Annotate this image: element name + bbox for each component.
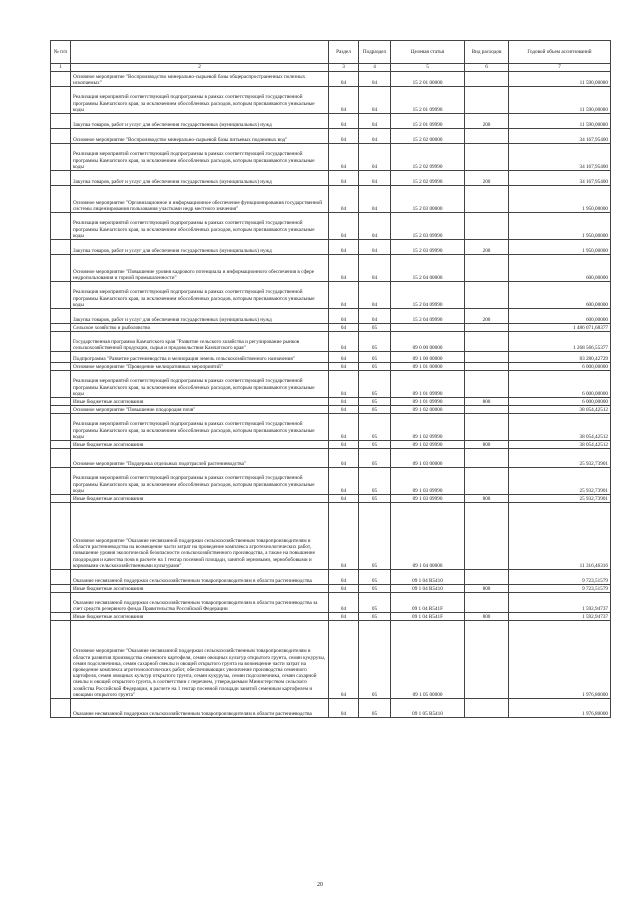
- row-tselevaya-statya-cell: 15 2 03 09990: [391, 213, 465, 240]
- row-number-cell: [51, 213, 71, 240]
- table-body: [51, 72, 611, 718]
- row-razdel-cell: 04: [329, 593, 359, 613]
- row-summa-cell: 11 590,00000: [509, 72, 611, 87]
- row-summa-cell: 38 054,42512: [509, 406, 611, 414]
- row-name-cell: Реализация мероприятий соответствующей подпрограммы в рамках соответствующей государственной программы Камчатского края, за исключением обособленных расходов, которым присваиваются уникальные коды: [71, 213, 329, 240]
- row-tselevaya-statya-cell: 09 1 00 00000: [391, 352, 465, 363]
- table-row: [51, 309, 611, 324]
- column-number: 6: [465, 64, 509, 72]
- table-row: [51, 186, 611, 213]
- header-tselevaya-statya: Целевая статья: [391, 41, 465, 64]
- row-name-cell: Иные бюджетные ассигнования: [71, 495, 329, 503]
- row-number-cell: [51, 414, 71, 441]
- table-row: [51, 72, 611, 87]
- row-name-cell: Оказание несвязанной поддержки сельскохозяйственным товаропроизводителям в области растениеводства: [71, 699, 329, 718]
- table-row: [51, 570, 611, 585]
- row-vid-raskhodov-cell: [465, 363, 509, 371]
- row-summa-cell: 600,00000: [509, 309, 611, 324]
- row-razdel-cell: 04: [329, 282, 359, 309]
- row-tselevaya-statya-cell: 09 1 05 00000: [391, 621, 465, 699]
- row-razdel-cell: 04: [329, 699, 359, 718]
- row-razdel-cell: 04: [329, 406, 359, 414]
- row-razdel-cell: 04: [329, 114, 359, 129]
- row-tselevaya-statya-cell: 09 1 01 00000: [391, 363, 465, 371]
- row-summa-cell: 600,00000: [509, 282, 611, 309]
- row-number-cell: [51, 441, 71, 449]
- row-vid-raskhodov-cell: [465, 72, 509, 87]
- row-tselevaya-statya-cell: 15 2 01 09990: [391, 114, 465, 129]
- row-razdel-cell: 04: [329, 72, 359, 87]
- row-podrazdel-cell: 05: [359, 585, 391, 593]
- row-podrazdel-cell: 04: [359, 282, 391, 309]
- row-number-cell: [51, 613, 71, 621]
- row-number-cell: [51, 87, 71, 114]
- row-name-cell: Иные бюджетные ассигнования: [71, 613, 329, 621]
- row-name-cell: Основное мероприятие "Поддержка отдельных подотраслей растениеводства": [71, 449, 329, 468]
- table-row: [51, 213, 611, 240]
- table-row: [51, 371, 611, 398]
- row-summa-cell: 1 950,00000: [509, 213, 611, 240]
- row-name-cell: Государственная программа Камчатского края "Развитие сельского хозяйства и регулирование рынков сельскохозяйственной продукции, сырья и продовольствия Камчатского края": [71, 332, 329, 352]
- table-row: [51, 503, 611, 570]
- row-summa-cell: 9 723,51579: [509, 570, 611, 585]
- row-name-cell: Закупка товаров, работ и услуг для обеспечения государственных (муниципальных) нужд: [71, 171, 329, 186]
- row-number-cell: [51, 699, 71, 718]
- row-podrazdel-cell: 05: [359, 406, 391, 414]
- table-row: [51, 593, 611, 613]
- row-podrazdel-cell: 04: [359, 87, 391, 114]
- row-vid-raskhodov-cell: [465, 699, 509, 718]
- row-name-cell: Основное мероприятие "Проведение мелиоративных мероприятий": [71, 363, 329, 371]
- row-name-cell: Сельское хозяйство и рыболовство: [71, 324, 329, 332]
- header-name: [71, 41, 329, 64]
- row-summa-cell: 38 054,42512: [509, 414, 611, 441]
- row-number-cell: [51, 309, 71, 324]
- row-name-cell: Реализация мероприятий соответствующей подпрограммы в рамках соответствующей государственной программы Камчатского края, за исключением обособленных расходов, которым присваиваются уникальные коды: [71, 414, 329, 441]
- row-number-cell: [51, 129, 71, 144]
- row-vid-raskhodov-cell: [465, 468, 509, 495]
- row-razdel-cell: 04: [329, 171, 359, 186]
- row-podrazdel-cell: 04: [359, 255, 391, 282]
- table-row: [51, 332, 611, 352]
- row-vid-raskhodov-cell: [465, 371, 509, 398]
- row-podrazdel-cell: 04: [359, 72, 391, 87]
- row-vid-raskhodov-cell: [465, 87, 509, 114]
- row-podrazdel-cell: 05: [359, 363, 391, 371]
- header-podrazdel: Подраздел: [359, 41, 391, 64]
- row-name-cell: Реализация мероприятий соответствующей подпрограммы в рамках соответствующей государственной программы Камчатского края, за исключением обособленных расходов, которым присваиваются уникальные коды: [71, 371, 329, 398]
- row-summa-cell: 25 932,73901: [509, 495, 611, 503]
- row-vid-raskhodov-cell: [465, 144, 509, 171]
- row-tselevaya-statya-cell: 15 2 04 09990: [391, 309, 465, 324]
- row-tselevaya-statya-cell: 09 1 01 09990: [391, 398, 465, 406]
- row-tselevaya-statya-cell: 09 1 03 00000: [391, 449, 465, 468]
- table-row: [51, 414, 611, 441]
- row-podrazdel-cell: 05: [359, 468, 391, 495]
- row-tselevaya-statya-cell: 15 2 03 00000: [391, 186, 465, 213]
- row-summa-cell: 83 280,42729: [509, 352, 611, 363]
- table-row: [51, 352, 611, 363]
- row-summa-cell: 25 932,73901: [509, 468, 611, 495]
- row-razdel-cell: 04: [329, 309, 359, 324]
- column-number-row: [51, 64, 611, 72]
- row-tselevaya-statya-cell: 15 2 04 00000: [391, 255, 465, 282]
- row-name-cell: Основное мероприятие "Оказание несвязанной поддержки сельскохозяйственным товаропроизводителям в области развития производства семенного картофеля, семян овощных культур открытого грунта, семян кукурузы, семян подсолнечника, семян сахарной свеклы и овощей открытого грунта на возмещение части затрат на проведение комплекса агротехнологических работ, обеспечивающих увеличение производства семенного картофеля, семян овощных культур открытого грунта, семян кукурузы, семян подсолнечника, семян сахарной свеклы и овощей открытого грунта, в соответствии с перечнем, утверждаемым Министерством сельского хозяйства Российской Федерации, в расчете на 1 гектар посевной площади занятой семенным картофелем и овощами открытого грунта": [71, 621, 329, 699]
- header-razdel: Раздел: [329, 41, 359, 64]
- row-tselevaya-statya-cell: [391, 324, 465, 332]
- row-summa-cell: 6 000,00000: [509, 398, 611, 406]
- row-vid-raskhodov-cell: [465, 129, 509, 144]
- row-number-cell: [51, 621, 71, 699]
- row-name-cell: Подпрограмма "Развитие растениеводства и мелиорация земель сельскохозяйственного назначения": [71, 352, 329, 363]
- row-tselevaya-statya-cell: 09 1 02 00000: [391, 406, 465, 414]
- row-summa-cell: 11 316,46316: [509, 503, 611, 570]
- table-row: [51, 144, 611, 171]
- row-name-cell: Основное мероприятие "Воспроизводство минерально-сырьевой базы питьевых подземных вод": [71, 129, 329, 144]
- row-tselevaya-statya-cell: 15 2 03 09990: [391, 240, 465, 255]
- table-row: [51, 114, 611, 129]
- table-row: [51, 87, 611, 114]
- row-tselevaya-statya-cell: 09 1 04 R541F: [391, 593, 465, 613]
- row-podrazdel-cell: 05: [359, 352, 391, 363]
- row-podrazdel-cell: 05: [359, 414, 391, 441]
- row-name-cell: Основное мероприятие "Воспроизводство минерально-сырьевой базы общераспространенных полезных ископаемых": [71, 72, 329, 87]
- row-name-cell: Оказание несвязанной поддержки сельскохозяйственным товаропроизводителям в области растениеводства за счет средств резервного фонда Правительства Российской Федерации: [71, 593, 329, 613]
- row-vid-raskhodov-cell: [465, 621, 509, 699]
- row-number-cell: [51, 324, 71, 332]
- row-name-cell: Основное мероприятие "Организационное и информационное обеспечение функционирования государственной системы лицензирования пользования участками недр местного значения": [71, 186, 329, 213]
- row-podrazdel-cell: 05: [359, 324, 391, 332]
- table-row: [51, 129, 611, 144]
- row-number-cell: [51, 371, 71, 398]
- column-number: 4: [359, 64, 391, 72]
- row-tselevaya-statya-cell: 15 2 01 09990: [391, 87, 465, 114]
- row-tselevaya-statya-cell: 15 2 04 09990: [391, 282, 465, 309]
- row-podrazdel-cell: 05: [359, 699, 391, 718]
- row-name-cell: Реализация мероприятий соответствующей подпрограммы в рамках соответствующей государственной программы Камчатского края, за исключением обособленных расходов, которым присваиваются уникальные коды: [71, 144, 329, 171]
- row-summa-cell: 11 590,00000: [509, 87, 611, 114]
- header-vid-raskhodov: Вид расходов: [465, 41, 509, 64]
- row-razdel-cell: 04: [329, 570, 359, 585]
- row-razdel-cell: 04: [329, 324, 359, 332]
- row-vid-raskhodov-cell: [465, 414, 509, 441]
- row-summa-cell: 1 976,80000: [509, 699, 611, 718]
- budget-table: [50, 40, 611, 718]
- row-razdel-cell: 04: [329, 468, 359, 495]
- row-number-cell: [51, 495, 71, 503]
- row-vid-raskhodov-cell: [465, 255, 509, 282]
- column-number: 7: [509, 64, 611, 72]
- row-razdel-cell: 04: [329, 503, 359, 570]
- table-row: [51, 324, 611, 332]
- row-podrazdel-cell: 05: [359, 332, 391, 352]
- row-tselevaya-statya-cell: 09 1 02 09990: [391, 441, 465, 449]
- row-razdel-cell: 04: [329, 144, 359, 171]
- row-vid-raskhodov-cell: [465, 186, 509, 213]
- table-row: [51, 699, 611, 718]
- row-number-cell: [51, 282, 71, 309]
- row-vid-raskhodov-cell: 800: [465, 613, 509, 621]
- table-row: [51, 613, 611, 621]
- row-podrazdel-cell: 04: [359, 186, 391, 213]
- table-header-row: [51, 41, 611, 64]
- row-number-cell: [51, 352, 71, 363]
- row-number-cell: [51, 240, 71, 255]
- row-number-cell: [51, 332, 71, 352]
- row-razdel-cell: 04: [329, 129, 359, 144]
- row-name-cell: Закупка товаров, работ и услуг для обеспечения государственных (муниципальных) нужд: [71, 114, 329, 129]
- row-tselevaya-statya-cell: 09 0 00 00000: [391, 332, 465, 352]
- row-vid-raskhodov-cell: 200: [465, 309, 509, 324]
- row-name-cell: Иные бюджетные ассигнования: [71, 398, 329, 406]
- row-number-cell: [51, 186, 71, 213]
- row-summa-cell: 25 932,73901: [509, 449, 611, 468]
- row-podrazdel-cell: 05: [359, 449, 391, 468]
- row-podrazdel-cell: 05: [359, 613, 391, 621]
- header-no: № п/п: [51, 41, 71, 64]
- row-podrazdel-cell: 05: [359, 441, 391, 449]
- row-number-cell: [51, 449, 71, 468]
- row-razdel-cell: 04: [329, 585, 359, 593]
- row-podrazdel-cell: 04: [359, 144, 391, 171]
- table-row: [51, 585, 611, 593]
- row-vid-raskhodov-cell: [465, 406, 509, 414]
- table-row: [51, 398, 611, 406]
- row-number-cell: [51, 570, 71, 585]
- row-tselevaya-statya-cell: 09 1 02 09990: [391, 414, 465, 441]
- row-number-cell: [51, 255, 71, 282]
- row-summa-cell: 600,00000: [509, 255, 611, 282]
- row-vid-raskhodov-cell: 200: [465, 171, 509, 186]
- row-summa-cell: 11 590,00000: [509, 114, 611, 129]
- row-vid-raskhodov-cell: [465, 503, 509, 570]
- row-tselevaya-statya-cell: 09 1 05 R5410: [391, 699, 465, 718]
- column-number: 3: [329, 64, 359, 72]
- row-podrazdel-cell: 05: [359, 371, 391, 398]
- table-row: [51, 406, 611, 414]
- row-vid-raskhodov-cell: 800: [465, 585, 509, 593]
- row-vid-raskhodov-cell: 800: [465, 398, 509, 406]
- table-row: [51, 468, 611, 495]
- row-vid-raskhodov-cell: [465, 324, 509, 332]
- row-razdel-cell: 04: [329, 186, 359, 213]
- row-vid-raskhodov-cell: 200: [465, 240, 509, 255]
- row-podrazdel-cell: 04: [359, 114, 391, 129]
- row-number-cell: [51, 503, 71, 570]
- row-number-cell: [51, 406, 71, 414]
- row-name-cell: Реализация мероприятий соответствующей подпрограммы в рамках соответствующей государственной программы Камчатского края, за исключением обособленных расходов, которым присваиваются уникальные коды: [71, 468, 329, 495]
- row-podrazdel-cell: 05: [359, 503, 391, 570]
- row-summa-cell: 34 167,95400: [509, 171, 611, 186]
- row-summa-cell: 38 054,42512: [509, 441, 611, 449]
- row-podrazdel-cell: 05: [359, 398, 391, 406]
- column-number: 2: [71, 64, 329, 72]
- row-razdel-cell: 04: [329, 87, 359, 114]
- row-razdel-cell: 04: [329, 352, 359, 363]
- row-vid-raskhodov-cell: [465, 332, 509, 352]
- row-tselevaya-statya-cell: 09 1 04 R5410: [391, 570, 465, 585]
- budget-table-sheet: [50, 40, 610, 718]
- row-name-cell: Иные бюджетные ассигнования: [71, 585, 329, 593]
- row-vid-raskhodov-cell: [465, 593, 509, 613]
- row-name-cell: Реализация мероприятий соответствующей подпрограммы в рамках соответствующей государственной программы Камчатского края, за исключением обособленных расходов, которым присваиваются уникальные коды: [71, 282, 329, 309]
- row-podrazdel-cell: 04: [359, 240, 391, 255]
- row-tselevaya-statya-cell: 09 1 03 09990: [391, 495, 465, 503]
- row-podrazdel-cell: 04: [359, 309, 391, 324]
- row-number-cell: [51, 585, 71, 593]
- row-number-cell: [51, 363, 71, 371]
- row-razdel-cell: 04: [329, 398, 359, 406]
- row-razdel-cell: 04: [329, 621, 359, 699]
- row-number-cell: [51, 468, 71, 495]
- row-vid-raskhodov-cell: 800: [465, 495, 509, 503]
- row-tselevaya-statya-cell: 15 2 02 00000: [391, 129, 465, 144]
- row-vid-raskhodov-cell: 800: [465, 441, 509, 449]
- column-number: 1: [51, 64, 71, 72]
- row-razdel-cell: 04: [329, 414, 359, 441]
- row-number-cell: [51, 114, 71, 129]
- table-row: [51, 240, 611, 255]
- row-summa-cell: 34 167,95400: [509, 129, 611, 144]
- row-vid-raskhodov-cell: [465, 282, 509, 309]
- row-summa-cell: 1 486 071,68377: [509, 324, 611, 332]
- table-row: [51, 171, 611, 186]
- row-number-cell: [51, 72, 71, 87]
- row-name-cell: Иные бюджетные ассигнования: [71, 441, 329, 449]
- row-razdel-cell: 04: [329, 363, 359, 371]
- table-row: [51, 255, 611, 282]
- row-razdel-cell: 04: [329, 495, 359, 503]
- row-razdel-cell: 04: [329, 449, 359, 468]
- row-number-cell: [51, 144, 71, 171]
- row-razdel-cell: 04: [329, 371, 359, 398]
- row-razdel-cell: 04: [329, 255, 359, 282]
- row-podrazdel-cell: 04: [359, 213, 391, 240]
- row-razdel-cell: 04: [329, 441, 359, 449]
- row-name-cell: Основное мероприятие "Повышение плодородия почв": [71, 406, 329, 414]
- row-tselevaya-statya-cell: 15 2 02 09990: [391, 171, 465, 186]
- row-summa-cell: 1 268 566,55377: [509, 332, 611, 352]
- row-tselevaya-statya-cell: 15 2 01 00000: [391, 72, 465, 87]
- row-number-cell: [51, 593, 71, 613]
- row-podrazdel-cell: 05: [359, 621, 391, 699]
- row-name-cell: Закупка товаров, работ и услуг для обеспечения государственных (муниципальных) нужд: [71, 240, 329, 255]
- column-number: 5: [391, 64, 465, 72]
- row-tselevaya-statya-cell: 15 2 02 09990: [391, 144, 465, 171]
- row-summa-cell: 6 000,00000: [509, 371, 611, 398]
- row-podrazdel-cell: 05: [359, 593, 391, 613]
- row-summa-cell: 1 950,00000: [509, 186, 611, 213]
- row-summa-cell: 6 000,00000: [509, 363, 611, 371]
- table-row: [51, 363, 611, 371]
- row-name-cell: Закупка товаров, работ и услуг для обеспечения государственных (муниципальных) нужд: [71, 309, 329, 324]
- row-tselevaya-statya-cell: 09 1 04 R541F: [391, 613, 465, 621]
- row-razdel-cell: 04: [329, 613, 359, 621]
- page-number: 20: [317, 882, 323, 888]
- table-row: [51, 621, 611, 699]
- row-vid-raskhodov-cell: 200: [465, 114, 509, 129]
- table-row: [51, 449, 611, 468]
- row-summa-cell: 9 723,51579: [509, 585, 611, 593]
- row-name-cell: Основное мероприятие "Оказание несвязанной поддержки сельскохозяйственным товаропроизводителям в области растениеводства на возмещение части затрат на проведение комплекса агротехнологических работ, повышение уровня экологической безопасности сельскохозяйственного производства, а также на повышение плодородия и качества почв в расчете на 1 гектар посевной площади, занятой зерновыми, зернобобовыми и кормовыми сельскохозяйственными культурами": [71, 503, 329, 570]
- row-podrazdel-cell: 05: [359, 570, 391, 585]
- row-razdel-cell: 04: [329, 240, 359, 255]
- row-vid-raskhodov-cell: [465, 352, 509, 363]
- row-summa-cell: 1 950,00000: [509, 240, 611, 255]
- table-row: [51, 282, 611, 309]
- row-summa-cell: 1 976,80000: [509, 621, 611, 699]
- row-summa-cell: 34 167,95400: [509, 144, 611, 171]
- table-row: [51, 441, 611, 449]
- row-tselevaya-statya-cell: 09 1 03 09990: [391, 468, 465, 495]
- row-podrazdel-cell: 04: [359, 171, 391, 186]
- row-name-cell: Оказание несвязанной поддержки сельскохозяйственным товаропроизводителям в области растениеводства: [71, 570, 329, 585]
- table-row: [51, 495, 611, 503]
- header-godovoy-obyem: Годовой объем ассигнований: [509, 41, 611, 64]
- row-razdel-cell: 04: [329, 213, 359, 240]
- row-name-cell: Основное мероприятие "Повышение уровня кадрового потенциала и информационного обеспечения в сфере недропользования и горной промышленности": [71, 255, 329, 282]
- row-vid-raskhodov-cell: [465, 570, 509, 585]
- row-podrazdel-cell: 04: [359, 129, 391, 144]
- row-summa-cell: 1 592,94737: [509, 613, 611, 621]
- row-vid-raskhodov-cell: [465, 449, 509, 468]
- row-tselevaya-statya-cell: 09 1 01 09990: [391, 371, 465, 398]
- row-number-cell: [51, 398, 71, 406]
- row-name-cell: Реализация мероприятий соответствующей подпрограммы в рамках соответствующей государственной программы Камчатского края, за исключением обособленных расходов, которым присваиваются уникальные коды: [71, 87, 329, 114]
- row-tselevaya-statya-cell: 09 1 04 R5410: [391, 585, 465, 593]
- row-summa-cell: 1 592,94737: [509, 593, 611, 613]
- row-number-cell: [51, 171, 71, 186]
- row-vid-raskhodov-cell: [465, 213, 509, 240]
- row-tselevaya-statya-cell: 09 1 04 00000: [391, 503, 465, 570]
- row-razdel-cell: 04: [329, 332, 359, 352]
- row-podrazdel-cell: 05: [359, 495, 391, 503]
